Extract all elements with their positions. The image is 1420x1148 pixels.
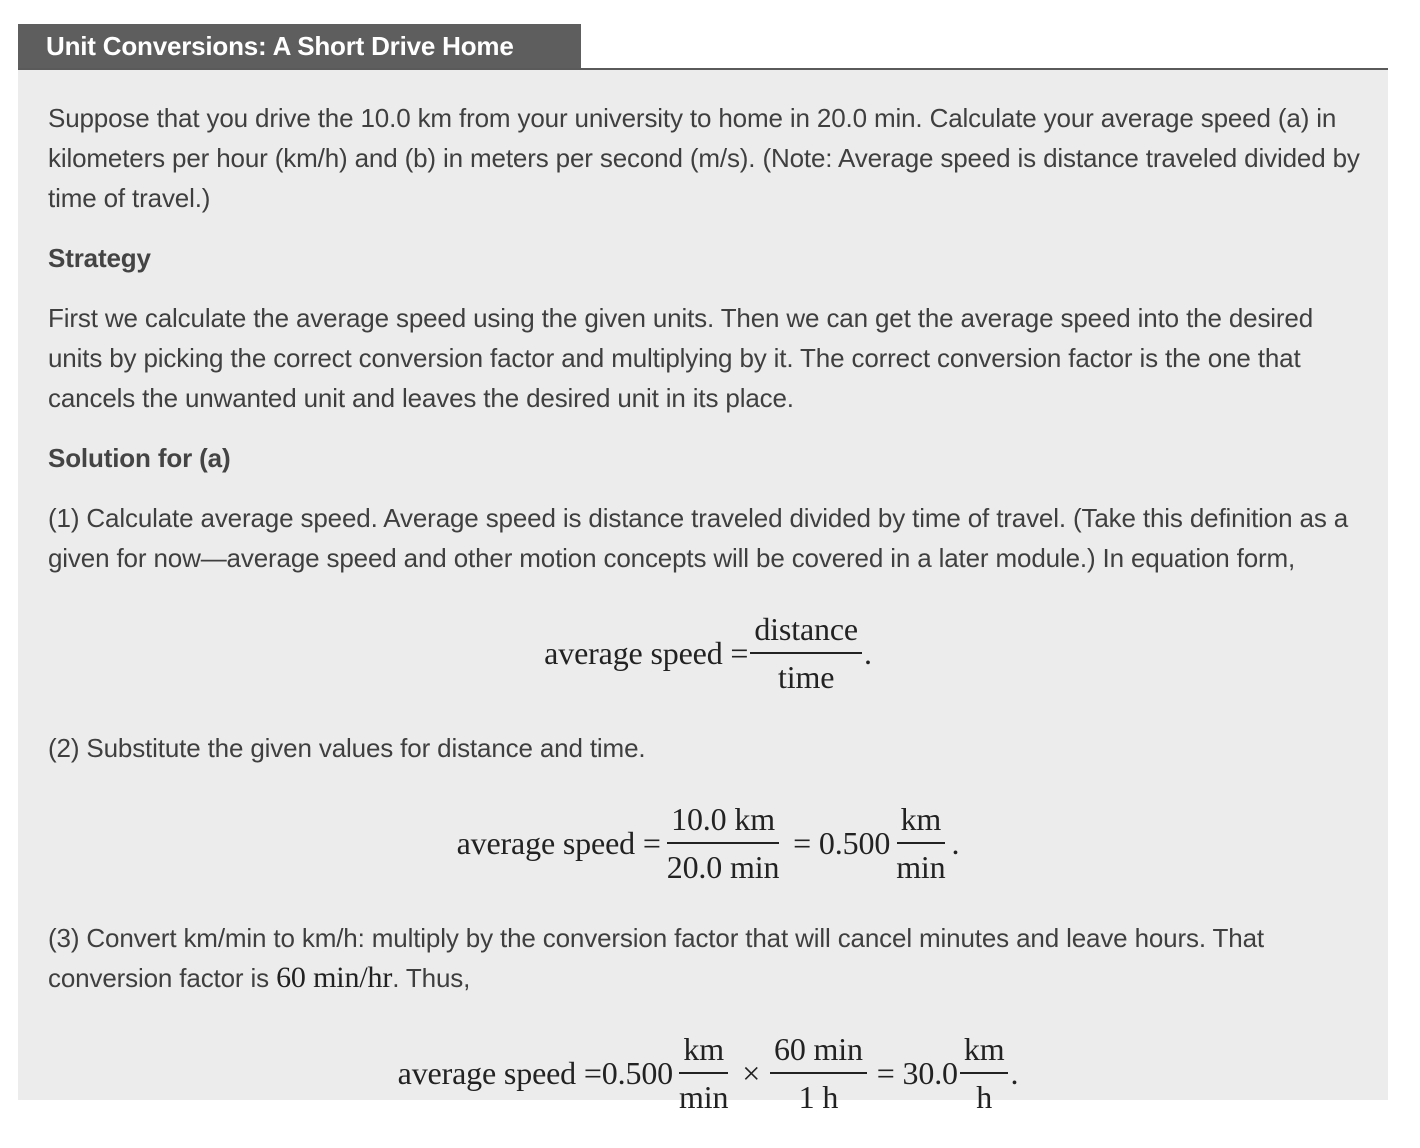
solution-heading: Solution for (a) <box>48 443 231 473</box>
step-3-conversion-factor: 60 min/hr <box>276 961 393 994</box>
intro-paragraph: Suppose that you drive the 10.0 km from your university to home in 20.0 min. Calculate your average speed (a) in kilometers per hour (km/h) and (b) in meters per second (m/s). (Note: Average speed is distance traveled divided by time of travel.) <box>48 103 1360 213</box>
eq2-lhs: average speed = <box>456 825 661 861</box>
eq3-numerator-3: km <box>960 1030 1009 1074</box>
eq3-numerator-1: km <box>679 1030 728 1074</box>
equation-3 <box>48 1018 1368 1128</box>
eq3-numerator-2: 60 min <box>770 1030 867 1074</box>
eq2-mid: = 0.500 <box>785 825 891 861</box>
eq3-mid: = 30.0 <box>868 1055 958 1091</box>
eq2-end: . <box>951 825 960 861</box>
eq2-denominator-1: 20.0 min <box>666 849 780 885</box>
eq2-fraction-1 <box>663 800 784 886</box>
step-3-text-b: . Thus, <box>392 963 471 993</box>
eq1-fraction <box>750 610 862 696</box>
step-1-paragraph: (1) Calculate average speed. Average speed is distance traveled divided by time of travel. (Take this definition as a given for now—average speed and other motion concepts will be covered in a later module.) In equation form, <box>48 503 1349 573</box>
eq3-end: . <box>1010 1055 1019 1091</box>
step-2-paragraph: (2) Substitute the given values for distance and time. <box>48 733 646 763</box>
strategy-paragraph: First we calculate the average speed using the given units. Then we can get the average speed into the desired units by picking the correct conversion factor and multiplying by it. The correct conversion factor is the one that cancels the unwanted unit and leaves the desired unit in its place. <box>48 303 1314 413</box>
eq1-end: . <box>863 635 872 671</box>
step-3-paragraph <box>48 918 1368 998</box>
eq3-denominator-2: 1 h <box>798 1079 839 1115</box>
eq1-lhs: average speed = <box>544 635 749 671</box>
step-3-text-a: (3) Convert km/min to km/h: multiply by the conversion factor that will cancel minutes and leave hours. That conversion factor is <box>48 923 1264 993</box>
eq3-fraction-3 <box>960 1030 1009 1116</box>
eq3-lhs: average speed =0.500 <box>397 1055 674 1091</box>
equation-2 <box>48 788 1368 898</box>
strategy-heading: Strategy <box>48 243 151 273</box>
eq3-denominator-3: h <box>976 1079 993 1115</box>
eq2-denominator-2: min <box>896 849 946 885</box>
eq2-numerator-2: km <box>897 800 946 844</box>
eq3-times: × <box>734 1055 768 1091</box>
eq2-fraction-2 <box>892 800 949 886</box>
equation-1 <box>48 598 1368 708</box>
example-panel <box>18 70 1388 1115</box>
section-header <box>18 24 1388 70</box>
eq3-fraction-2 <box>770 1030 867 1116</box>
example-content <box>48 98 1368 1148</box>
eq2-numerator-1: 10.0 km <box>667 800 779 844</box>
eq3-fraction-1 <box>675 1030 732 1116</box>
eq1-denominator: time <box>778 659 835 695</box>
eq1-numerator: distance <box>750 610 862 654</box>
eq3-denominator-1: min <box>679 1079 729 1115</box>
section-title: Unit Conversions: A Short Drive Home <box>18 24 581 68</box>
